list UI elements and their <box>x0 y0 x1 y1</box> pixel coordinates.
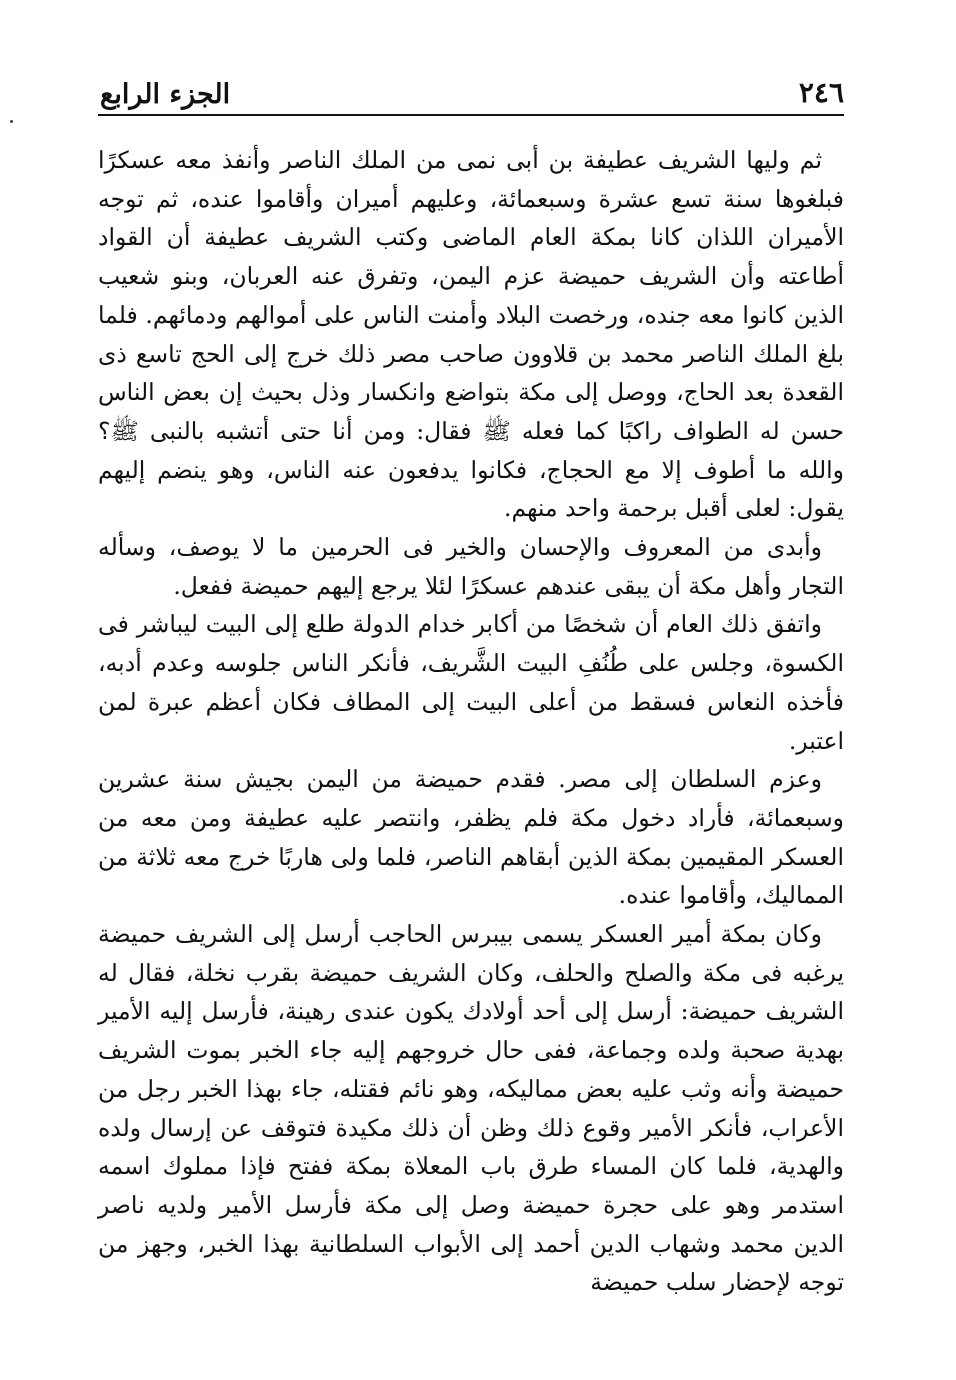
body-text <box>98 141 844 1302</box>
book-page <box>98 70 844 1310</box>
paragraph-3: واتفق ذلك العام أن شخصًا من أكابر خدام الدولة طلع إلى البيت ليباشر فى الكسوة، وجلس على طُنُفِ البيت الشَّريف، فأنكر الناس جلوسه وعدم أدبه، فأخذه النعاس فسقط من أعلى البيت إلى المطاف فكان أعظم عبرة لمن اعتبر. <box>98 610 844 755</box>
paragraph-2: وأبدى من المعروف والإحسان والخير فى الحرمين ما لا يوصف، وسأله التجار وأهل مكة أن يبقى عندهم عسكرًا لئلا يرجع إليهم حميضة ففعل. <box>98 533 844 600</box>
page-number: ٢٤٦ <box>798 76 844 109</box>
margin-mark <box>10 120 13 123</box>
paragraph-1: ثم وليها الشريف عطيفة بن أبى نمى من الملك الناصر وأنفذ معه عسكرًا فبلغوها سنة تسع عشرة وسبعمائة، وعليهم أميران وأقاموا عنده، ثم توجه الأميران اللذان كانا بمكة العام الماضى وكتب الشريف عطيفة أن القواد أطاعته وأن الشريف حميضة عزم اليمن، وتفرق عنه العربان، وبنو شعيب الذين كانوا معه جنده، ورخصت البلاد وأمنت الناس على أموالهم ودمائهم. فلما بلغ الملك الناصر محمد بن قلاوون صاحب مصر ذلك خرج إلى الحج تاسع ذى القعدة بعد الحاج، ووصل إلى مكة بتواضع وانكسار وذل بحيث إن بعض الناس حسن له الطواف راكبًا كما فعله ﷺ فقال: ومن أنا حتى أتشبه بالنبى ﷺ؟ والله ما أطوف إلا مع الحجاج، فكانوا يدفعون عنه الناس، وهو ينضم إليهم يقول: لعلى أقبل برحمة واحد منهم. <box>98 146 844 523</box>
paragraph-5: وكان بمكة أمير العسكر يسمى بيبرس الحاجب أرسل إلى الشريف حميضة يرغبه فى مكة والصلح والحلف، وكان الشريف حميضة بقرب نخلة، فقال له الشريف حميضة: أرسل إلى أحد أولادك يكون عندى رهينة، فأرسل إليه الأمير بهدية صحبة ولده وجماعة، ففى حال خروجهم إليه جاء الخبر بموت الشريف حميضة وأنه وثب عليه بعض مماليكه، وهو نائم فقتله، جاء بهذا الخبر رجل من الأعراب، فأنكر الأمير وقوع ذلك وظن أن ذلك مكيدة فتوقف عن إرسال ولده والهدية، فلما كان المساء طرق باب المعلاة بمكة ففتح فإذا مملوك اسمه استدمر وهو على حجرة حميضة وصل إلى مكة فأرسل الأمير ولديه ناصر الدين محمد وشهاب الدين أحمد إلى الأبواب السلطانية بهذا الخبر، وجهز من توجه لإحضار سلب حميضة <box>98 920 844 1297</box>
volume-title: الجزء الرابع <box>100 79 231 110</box>
paragraph-4: وعزم السلطان إلى مصر. فقدم حميضة من اليمن بجيش سنة عشرين وسبعمائة، فأراد دخول مكة فلم يظفر، وانتصر عليه عطيفة ومن معه من العسكر المقيمين بمكة الذين أبقاهم الناصر، فلما ولى هاربًا خرج معه ثلاثة من المماليك، وأقاموا عنده. <box>98 765 844 910</box>
page-header <box>98 70 844 116</box>
